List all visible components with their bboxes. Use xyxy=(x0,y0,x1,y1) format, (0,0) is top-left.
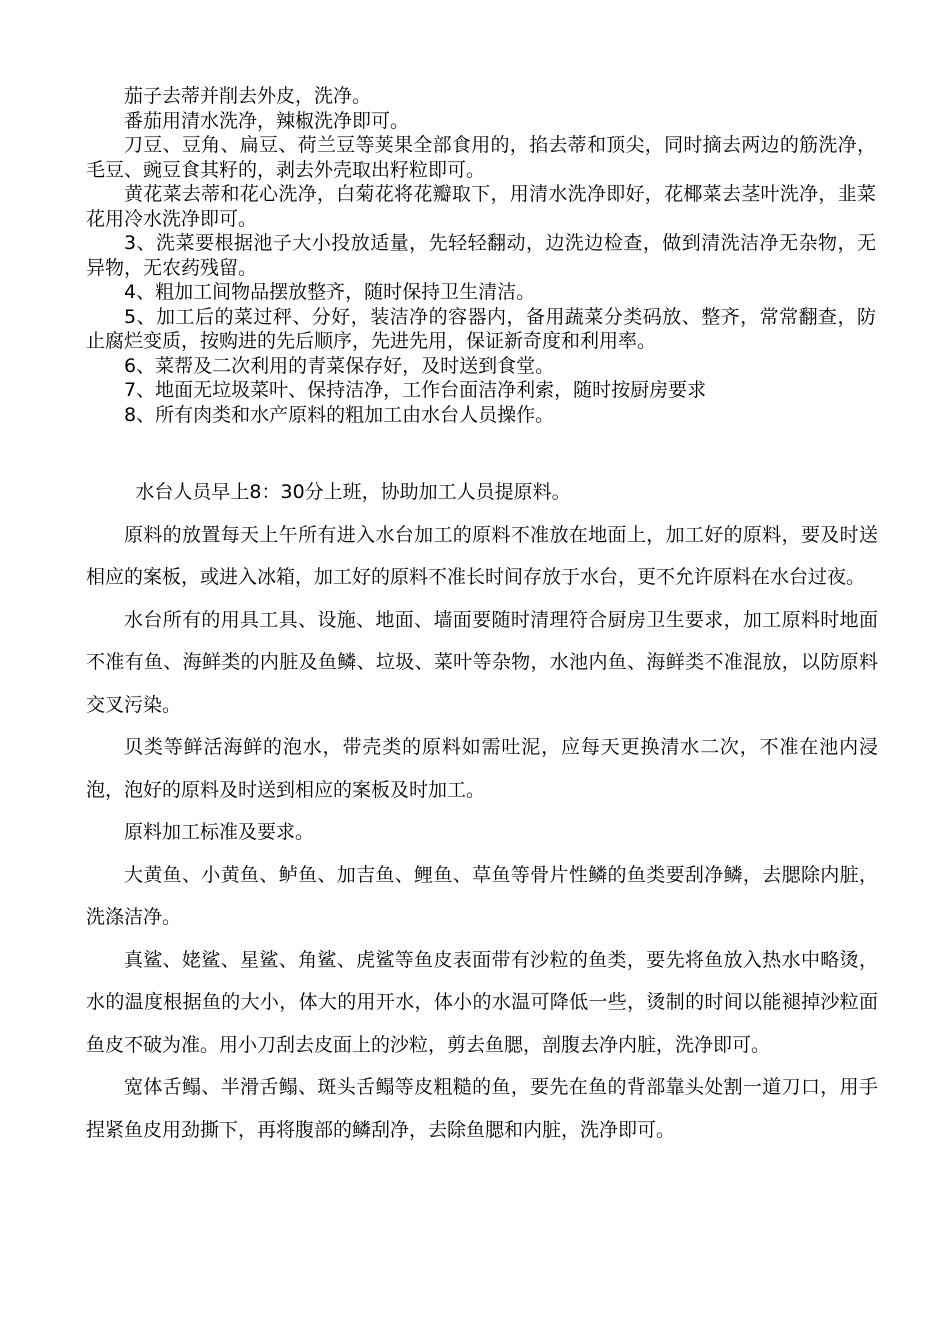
paragraph-rule-4: 4、粗加工间物品摆放整齐，随时保持卫生清洁。 xyxy=(124,281,536,303)
paragraph-tomato: 番茄用清水洗净，辣椒洗净即可。 xyxy=(124,109,410,132)
paragraph-rule-8: 8、所有肉类和水产原料的粗加工由水台人员操作。 xyxy=(124,403,555,426)
paragraph-work-hours: 水台人员早上8：30分上班，协助加工人员提原料。 xyxy=(135,481,571,503)
paragraph-rule-5: 5、加工后的菜过秤、分好，装洁净的容器内，备用蔬菜分类码放、整齐，常常翻查，防止腐烂变质，按购进的先后顺序，先进先用，保证新奇度和利用率。 xyxy=(86,305,876,352)
paragraph-eggplant: 茄子去蒂并削去外皮，洗净。 xyxy=(124,85,372,107)
paragraph-tongue-sole: 宽体舌鳎、半滑舌鳎、斑头舌鳎等皮粗糙的鱼，要先在鱼的背部靠头处割一道刀口，用手捏紧鱼皮用劲撕下，再将腹部的鳞刮净，去除鱼腮和内脏，洗净即可。 xyxy=(86,1076,878,1141)
paragraph-material-storage: 原料的放置每天上午所有进入水台加工的原料不准放在地面上，加工好的原料，要及时送相应的案板，或进入冰箱，加工好的原料不准长时间存放于水台，更不允许原料在水台过夜。 xyxy=(86,523,878,588)
paragraph-scaled-fish: 大黄鱼、小黄鱼、鲈鱼、加吉鱼、鲤鱼、草鱼等骨片性鳞的鱼类要刮净鳞，去腮除内脏，洗涤洁净。 xyxy=(86,863,878,928)
paragraph-hygiene: 水台所有的用具工具、设施、地面、墙面要随时清理符合厨房卫生要求，加工原料时地面不准有鱼、海鲜类的内脏及鱼鳞、垃圾、菜叶等杂物，水池内鱼、海鲜类不准混放，以防原料交叉污染。 xyxy=(86,608,878,716)
paragraph-rule-6: 6、菜帮及二次利用的青菜保存好，及时送到食堂。 xyxy=(124,354,555,377)
paragraph-rule-7: 7、地面无垃圾菜叶、保持洁净，工作台面洁净利索，随时按厨房要求 xyxy=(124,379,707,401)
paragraph-daylily: 黄花菜去蒂和花心洗净，白菊花将花瓣取下，用清水洗净即好，花椰菜去茎叶洗净，韭菜花用冷水洗净即可。 xyxy=(86,183,876,230)
paragraph-sharks: 真鲨、姥鲨、星鲨、角鲨、虎鲨等鱼皮表面带有沙粒的鱼类，要先将鱼放入热水中略烫，水的温度根据鱼的大小，体大的用开水，体小的水温可降低一些，烫制的时间以能褪掉沙粒面鱼皮不破为准。用小刀刮去皮面上的沙粒，剪去鱼腮，剖腹去净内脏，洗净即可。 xyxy=(86,948,878,1056)
paragraph-rule-3: 3、洗菜要根据池子大小投放适量，先轻轻翻动，边洗边检查，做到清洗洁净无杂物，无异物，无农药残留。 xyxy=(86,232,876,279)
paragraph-shellfish: 贝类等鲜活海鲜的泡水，带壳类的原料如需吐泥，应每天更换清水二次，不准在池内浸泡，泡好的原料及时送到相应的案板及时加工。 xyxy=(86,736,878,801)
water-station-section xyxy=(86,471,878,1151)
vegetable-processing-section xyxy=(86,84,876,427)
paragraph-beans: 刀豆、豆角、扁豆、荷兰豆等荚果全部食用的，掐去蒂和顶尖，同时摘去两边的筋洗净，毛豆、豌豆食其籽的，剥去外壳取出籽粒即可。 xyxy=(86,134,876,181)
paragraph-standards-heading: 原料加工标准及要求。 xyxy=(124,821,315,843)
